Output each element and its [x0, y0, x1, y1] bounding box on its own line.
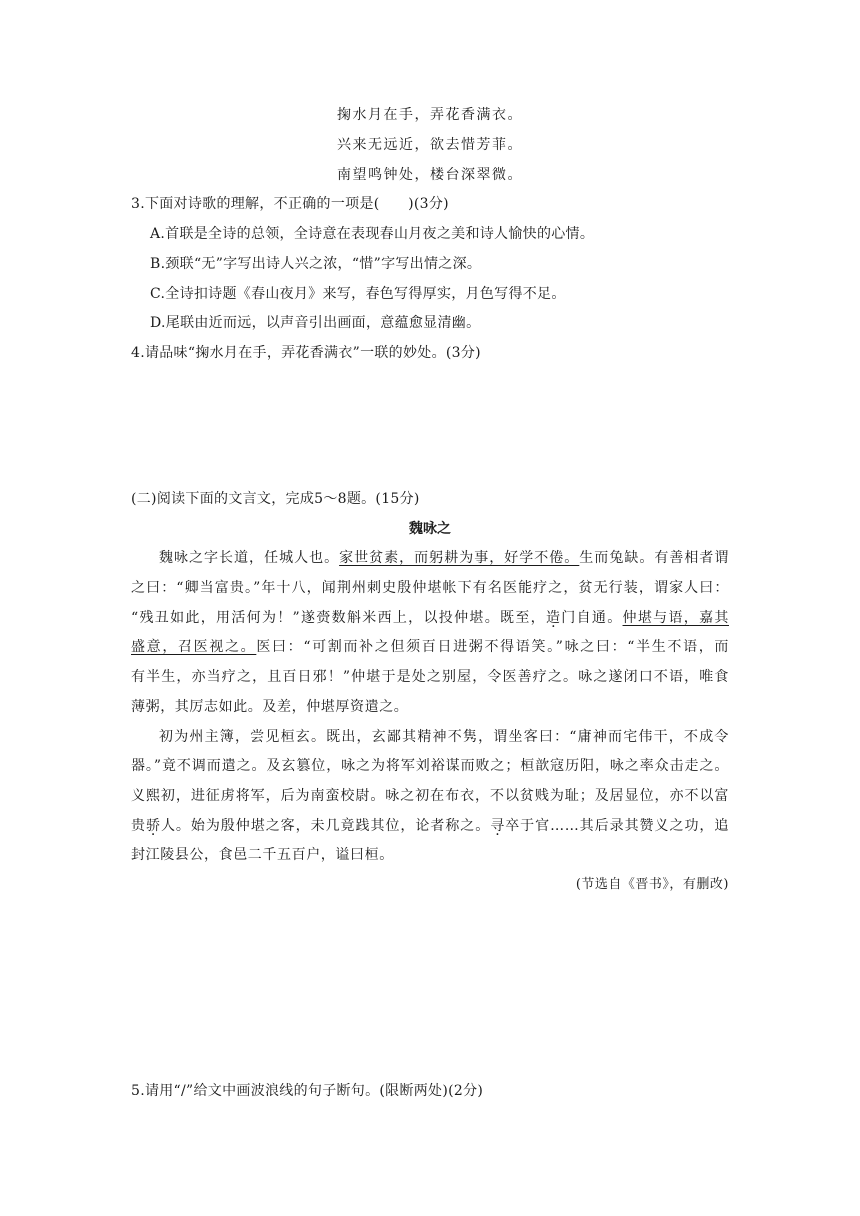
para2-text: 贵 [131, 818, 146, 834]
poem-line-3: 南望鸣钟处，楼台深翠微。 [337, 167, 523, 183]
para1-line-3 [131, 607, 729, 627]
para1-text: 魏咏之字长道，任城人也。 [159, 550, 340, 566]
source-citation: (节选自《晋书》，有删改) [575, 877, 729, 892]
question-5-stem: 5.请用“/”给文中画波浪线的句子断句。(限断两处)(2分) [131, 1083, 484, 1099]
para2-line-2: 器。”竟不调而遣之。及玄篡位，咏之为将军刘裕谋而败之；桓歆寇历阳，咏之率众击走之。 [131, 758, 729, 774]
para1-line-6: 薄粥，其厉志如此。及差，仲堪厚资遣之。 [131, 699, 409, 715]
para1-line-2: 之曰：“卿当富贵。”年十八，闻荆州刺史殷仲堪帐下有名医能疗之，贫无行装，谓家人曰： [131, 580, 729, 596]
para1-line-4 [131, 636, 729, 656]
para1-text: “残丑如此，用活何为！”遂赍数斛米西上，以投仲堪。既至， [131, 610, 546, 626]
underlined-sentence-2-cont: 盛意，召医视之。 [131, 639, 257, 655]
para2-line-3: 义熙初，进征虏将军，后为南蛮校尉。咏之初在布衣，不以贫贱为耻；及居显位，亦不以富 [131, 788, 729, 804]
para1-text: 门自通。 [561, 610, 623, 626]
question-3-option-b: B.颈联“无”字写出诗人兴之浓，“惜”字写出情之深。 [150, 256, 482, 272]
dotted-char-zao: 造 [545, 610, 562, 626]
question-3-option-d: D.尾联由近而远，以声音引出画面，意蕴愈显清幽。 [150, 315, 481, 331]
question-3-stem: 3.下面对诗歌的理解，不正确的一项是( )(3分) [131, 196, 449, 212]
para2-line-4 [131, 815, 729, 835]
dotted-char-xun: 寻 [490, 818, 506, 834]
underlined-sentence-1: 家世贫素，而躬耕为事，好学不倦。 [339, 550, 580, 566]
para1-text: 医曰：“可割而补之但须百日进粥不得语笑。”咏之曰：“半生不语，而 [256, 639, 729, 655]
dotted-char-jiao: 骄 [145, 818, 161, 834]
para1-text: 生而兔缺。有善相者谓 [579, 550, 729, 566]
section-2-heading: (二)阅读下面的文言文，完成5～8题。(15分) [131, 491, 420, 507]
para2-text: 卒于官……其后录其赞义之功，追 [505, 818, 729, 834]
question-4-stem: 4.请品味“掬水月在手，弄花香满衣”一联的妙处。(3分) [131, 345, 481, 361]
passage-title: 魏咏之 [409, 521, 451, 537]
para2-line-1: 初为州主簿，尝见桓玄。既出，玄鄙其精神不隽，谓坐客曰：“庸神而宅伟干，不成令 [159, 729, 729, 745]
poem-line-1: 掬水月在手，弄花香满衣。 [337, 107, 523, 123]
poem-line-2: 兴来无远近，欲去惜芳菲。 [337, 137, 523, 153]
question-3-option-c: C.全诗扣诗题《春山夜月》来写，春色写得厚实，月色写得不足。 [150, 286, 566, 302]
para2-text: 人。始为殷仲堪之客，未几竟践其位，论者称之。 [160, 818, 491, 834]
para2-line-5: 封江陵县公，食邑二千五百户，谥曰桓。 [131, 847, 394, 863]
underlined-sentence-2: 仲堪与语，嘉其 [622, 610, 729, 626]
para1-line-1 [159, 547, 729, 567]
para1-line-5: 有半生，亦当疗之，且百日邪！”仲堪于是处之别屋，令医善疗之。咏之遂闭口不语，唯食 [131, 669, 729, 685]
question-3-option-a: A.首联是全诗的总领，全诗意在表现春山月夜之美和诗人愉快的心情。 [150, 226, 595, 242]
